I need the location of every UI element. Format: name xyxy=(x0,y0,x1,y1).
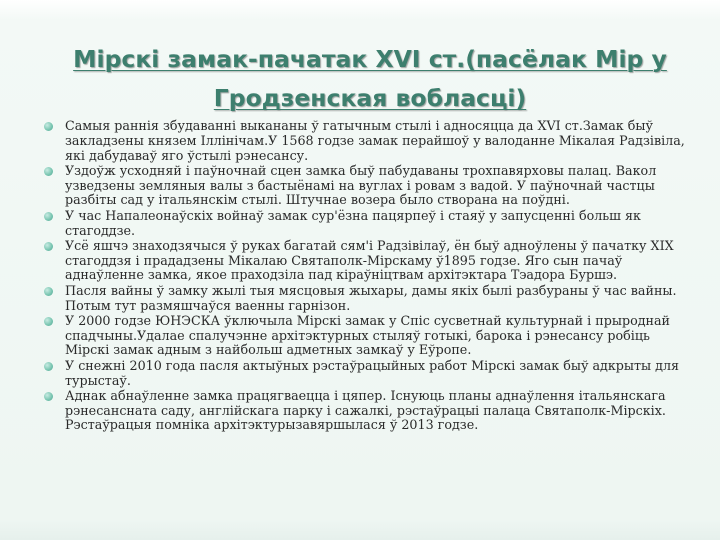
bullet-list xyxy=(44,119,689,434)
bullet-text: Аднак абнаўленне замка працягваецца і цяпер. Існуюць планы аднаўлення італьянскага рэнесансната саду, англійскага парку і сажалкі, рэстаўрацыі палаца Святаполк-Мірскіх. Рэстаўрацыя помнікa архітэктурызавяршылася ў 2013 годзе. xyxy=(65,387,666,433)
bullet-icon xyxy=(44,212,53,221)
bullet-icon xyxy=(44,122,53,131)
bullet-text: Уздоўж усходняй і паўночнай сцен замка быў пабудаваны трохпавярховы палац. Вакол узведзены земляныя валы з бастыёнамі на вуглах і ровам з вадой. У паўночнай частцы разбіты сад у італьянскім стылі. Штучнае возера было створана на поўдні. xyxy=(65,162,657,208)
slide-title: Мірскі замак-пачатак XVI ст.(пасёлак Мір у Гродзенская вобласці) xyxy=(73,45,667,112)
bullet-item xyxy=(44,164,689,208)
bullet-text: У снежні 2010 года пасля актыўных рэстаўрацыйных работ Мірскі замак быў адкрыты для турыстаў. xyxy=(65,357,680,388)
bullet-icon xyxy=(44,317,53,326)
bullet-item xyxy=(44,284,689,314)
bullet-icon xyxy=(44,362,53,371)
bullet-item xyxy=(44,239,689,283)
bullet-text: Пасля вайны ў замку жылі тыя мясцовыя жыхары, дамы якіх былі разбураны ў час вайны. Потым тут размяшчаўся ваенны гарнізон. xyxy=(65,282,677,313)
bullet-item xyxy=(44,389,689,433)
bullet-text: У 2000 годзе ЮНЭСКА ўключыла Мірскі замак у Спіс сусветнай культурнай і прыроднай спадчыны.Удалае спалучэнне архітэктурных стыляў готыкі, барока і рэнесансу робіць Мірскі замак адным з найбольш адметных замкаў у Еўропе. xyxy=(65,312,670,358)
bullet-item xyxy=(44,209,689,239)
bullet-icon xyxy=(44,287,53,296)
bullet-icon xyxy=(44,242,53,251)
bullet-item xyxy=(44,119,689,163)
bullet-text: Самыя раннія збудаванні выкананы ў гатычным стылі і адносяцца да XVI ст.Замак быў закладзены князем Іллінічам.У 1568 годзе замак перайшоў у валоданне Мікалая Радзівіла, які дабудаваў яго ўстылі рэнесансу. xyxy=(65,118,685,163)
bullet-item xyxy=(44,314,689,358)
bullet-text: Усё яшчэ знаходзячыся ў руках багатай сям'і Радзівілаў, ён быў адноўлены ў пачатку XIX стагоддзя і прададзены Мікалаю Святаполк-Мірскаму ў1895 годзе. Яго сын пачаў аднаўленне замка, якое праходзіла пад кіраўніцтвам архітэктара Тэадора Буршэ. xyxy=(65,237,674,283)
bullet-item xyxy=(44,359,689,389)
bullet-icon xyxy=(44,167,53,176)
bullet-icon xyxy=(44,392,53,401)
bullet-text: У час Напалеонаўскіх войнаў замак сур'ёзна пацярпеў і стаяў у запусценні больш як стагоддзе. xyxy=(65,207,641,238)
